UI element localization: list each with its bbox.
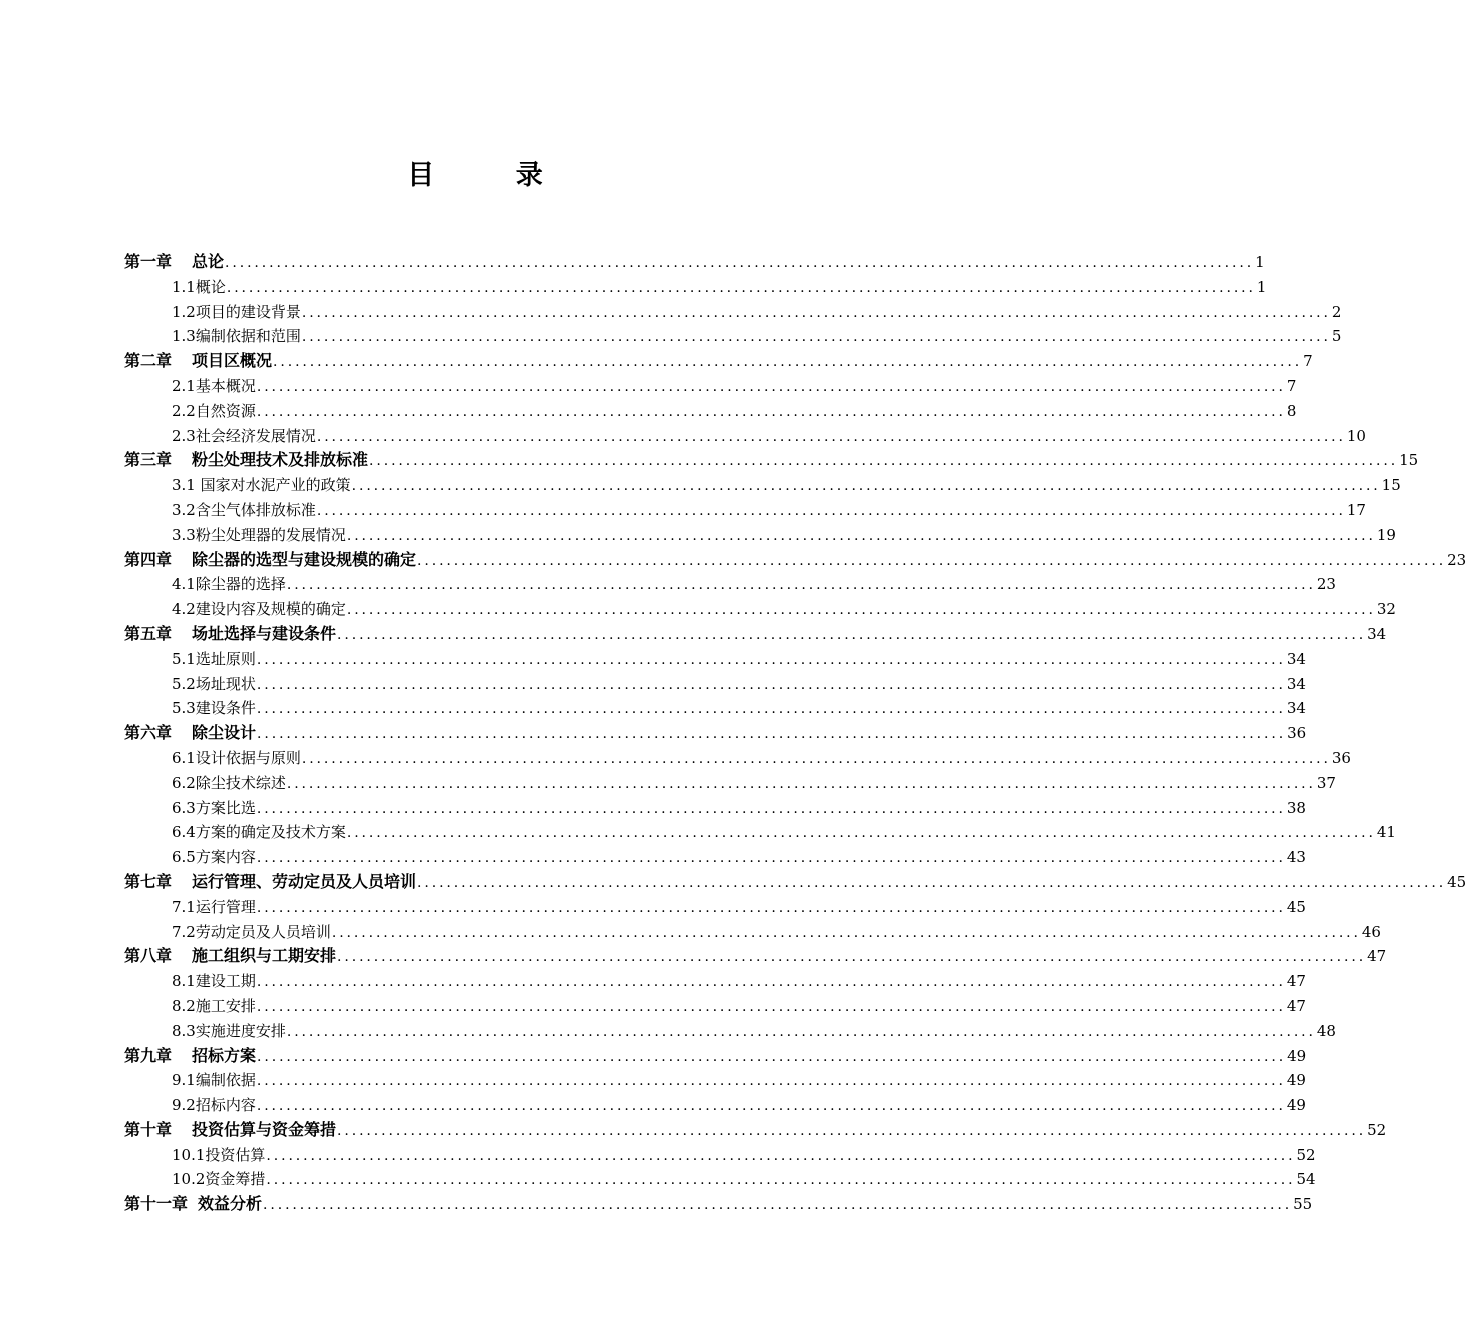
section-title: 9.1编制依据	[172, 1071, 256, 1090]
toc-section-entry[interactable]	[124, 399, 1297, 424]
chapter-title: 总论	[192, 252, 225, 271]
chapter-number: 第三章	[124, 450, 173, 470]
toc-page-number: 2	[1331, 302, 1342, 321]
toc-title: 目 录	[407, 160, 579, 191]
toc-page-number: 45	[1286, 897, 1306, 916]
toc-page-number: 5	[1331, 327, 1342, 346]
toc-entry-label	[172, 597, 346, 622]
section-title: 2.2自然资源	[172, 401, 256, 420]
toc-entry-label	[172, 399, 256, 424]
chapter-number: 第八章	[124, 946, 173, 966]
toc-entry-label	[172, 672, 256, 697]
toc-section-entry[interactable]	[124, 498, 1366, 523]
dot-leader: ............................................................................................................................................	[316, 502, 1346, 519]
toc-entry-label	[124, 448, 368, 473]
dot-leader: ............................................................................................................................................	[256, 850, 1286, 867]
chapter-number: 第五章	[124, 623, 173, 643]
section-title: 4.2建设内容及规模的确定	[172, 600, 346, 619]
section-title: 9.2招标内容	[172, 1096, 256, 1115]
toc-entry-label	[124, 349, 272, 374]
toc-entry-label	[124, 1044, 256, 1069]
toc-section-entry[interactable]	[124, 1093, 1306, 1118]
toc-section-entry[interactable]	[124, 696, 1306, 721]
toc-page-number: 36	[1287, 724, 1307, 743]
toc-section-entry[interactable]	[124, 672, 1306, 697]
toc-page-number: 45	[1447, 872, 1466, 891]
toc-page-number: 47	[1286, 972, 1306, 991]
toc-entry-label	[172, 647, 256, 672]
toc-entry-label	[172, 324, 301, 349]
toc-section-entry[interactable]	[124, 820, 1396, 845]
toc-page-number: 19	[1376, 525, 1396, 544]
toc-entry-label	[172, 1019, 286, 1044]
dot-leader: ............................................................................................................................................	[346, 527, 1376, 544]
toc-entry-label	[172, 1093, 256, 1118]
toc-section-entry[interactable]	[124, 969, 1306, 994]
dot-leader: ............................................................................................................................................	[286, 1023, 1316, 1040]
toc-page-number: 34	[1286, 674, 1306, 693]
toc-entry-label	[124, 250, 224, 275]
toc-page-number: 49	[1286, 1096, 1306, 1115]
toc-entry-label	[172, 498, 316, 523]
toc-chapter-entry[interactable]	[124, 548, 1466, 573]
toc-page-number: 52	[1367, 1120, 1387, 1139]
dot-leader: ............................................................................................................................................	[286, 577, 1316, 594]
dot-leader: ............................................................................................................................................	[346, 602, 1376, 619]
dot-leader: ............................................................................................................................................	[337, 949, 1367, 966]
section-title: 2.1基本概况	[172, 376, 256, 395]
dot-leader: ............................................................................................................................................	[256, 403, 1286, 420]
dot-leader: ............................................................................................................................................	[301, 304, 1331, 321]
toc-entry-label	[172, 771, 286, 796]
toc-section-entry[interactable]	[124, 746, 1351, 771]
toc-entry-label	[172, 994, 256, 1019]
toc-page-number: 48	[1316, 1021, 1336, 1040]
toc-chapter-entry[interactable]	[124, 870, 1466, 895]
dot-leader: ............................................................................................................................................	[266, 1172, 1296, 1189]
toc-section-entry[interactable]	[124, 994, 1306, 1019]
toc-section-entry[interactable]	[124, 424, 1366, 449]
section-title: 5.3建设条件	[172, 699, 256, 718]
toc-page-number: 34	[1286, 699, 1306, 718]
chapter-number: 第十章	[124, 1119, 173, 1139]
chapter-title: 投资估算与资金筹措	[192, 1119, 337, 1139]
section-title: 3.2含尘气体排放标准	[172, 500, 316, 519]
dot-leader: ............................................................................................................................................	[256, 676, 1286, 693]
toc-entry-label	[172, 895, 256, 920]
section-title: 8.1建设工期	[172, 972, 256, 991]
dot-leader: ............................................................................................................................................	[256, 800, 1286, 817]
toc-section-entry[interactable]	[124, 300, 1342, 325]
section-title: 7.2劳动定员及人员培训	[172, 922, 331, 941]
toc-chapter-entry[interactable]	[124, 349, 1313, 374]
dot-leader: ............................................................................................................................................	[256, 651, 1286, 668]
toc-page-number: 52	[1296, 1145, 1316, 1164]
toc-entry-label	[172, 845, 256, 870]
toc-entry-label	[172, 746, 301, 771]
toc-entry-label	[172, 696, 256, 721]
toc-page-number: 55	[1293, 1195, 1313, 1214]
toc-section-entry[interactable]	[124, 473, 1401, 498]
toc-entry-label	[172, 473, 351, 498]
toc-page-number: 15	[1381, 476, 1401, 495]
toc-page-number: 54	[1296, 1170, 1316, 1189]
chapter-title: 粉尘处理技术及排放标准	[192, 450, 369, 470]
section-title: 8.2施工安排	[172, 996, 256, 1015]
toc-chapter-entry[interactable]	[124, 622, 1387, 647]
toc-entry-label	[172, 300, 301, 325]
toc-chapter-entry[interactable]	[124, 1192, 1313, 1217]
toc-page-number: 7	[1303, 352, 1313, 371]
section-title: 2.3社会经济发展情况	[172, 426, 316, 445]
toc-page-number: 1	[1256, 277, 1267, 296]
toc-entry-label	[124, 622, 336, 647]
toc-section-entry[interactable]	[124, 597, 1396, 622]
toc-page-number: 49	[1287, 1046, 1307, 1065]
dot-leader: ............................................................................................................................................	[337, 1122, 1367, 1139]
dot-leader: ............................................................................................................................................	[263, 1197, 1293, 1214]
toc-entry-label	[124, 870, 416, 895]
dot-leader: ............................................................................................................................................	[226, 279, 1256, 296]
chapter-title: 施工组织与工期安排	[192, 946, 337, 966]
dot-leader: ............................................................................................................................................	[256, 701, 1286, 718]
toc-entry-label	[172, 424, 316, 449]
dot-leader: ............................................................................................................................................	[257, 726, 1287, 743]
section-title: 6.3方案比选	[172, 798, 256, 817]
toc-page-number: 47	[1286, 996, 1306, 1015]
toc-section-entry[interactable]	[124, 895, 1306, 920]
toc-section-entry[interactable]	[124, 324, 1342, 349]
section-title: 6.4方案的确定及技术方案	[172, 823, 346, 842]
toc-entry-label	[124, 548, 416, 573]
toc-chapter-entry[interactable]	[124, 448, 1419, 473]
dot-leader: ............................................................................................................................................	[301, 750, 1331, 767]
dot-leader: ............................................................................................................................................	[369, 453, 1399, 470]
dot-leader: ............................................................................................................................................	[225, 255, 1255, 271]
toc-page-number: 32	[1376, 600, 1396, 619]
chapter-title: 运行管理、劳动定员及人员培训	[192, 871, 417, 891]
toc-section-entry[interactable]	[124, 374, 1297, 399]
dot-leader: ............................................................................................................................................	[301, 329, 1331, 346]
dot-leader: ............................................................................................................................................	[316, 428, 1346, 445]
toc-entry-label	[172, 1068, 256, 1093]
toc-list	[124, 250, 1466, 1217]
chapter-title: 除尘设计	[192, 723, 257, 743]
dot-leader: ............................................................................................................................................	[337, 626, 1367, 643]
toc-entry-label	[172, 820, 346, 845]
toc-section-entry[interactable]	[124, 1019, 1336, 1044]
section-title: 1.1概论	[172, 277, 226, 296]
chapter-title: 场址选择与建设条件	[192, 623, 337, 643]
toc-entry-label	[172, 572, 286, 597]
dot-leader: ............................................................................................................................................	[257, 1048, 1287, 1065]
section-title: 8.3实施进度安排	[172, 1021, 286, 1040]
section-title: 6.1设计依据与原则	[172, 748, 301, 767]
section-title: 3.1 国家对水泥产业的政策	[172, 476, 351, 495]
toc-page-number: 38	[1286, 798, 1306, 817]
toc-page-number: 10	[1346, 426, 1366, 445]
toc-section-entry[interactable]	[124, 1068, 1306, 1093]
toc-page-number: 7	[1286, 376, 1297, 395]
dot-leader: ............................................................................................................................................	[256, 1073, 1286, 1090]
toc-chapter-entry[interactable]	[124, 250, 1265, 275]
section-title: 1.2项目的建设背景	[172, 302, 301, 321]
chapter-number: 第四章	[124, 549, 173, 569]
section-title: 10.1投资估算	[172, 1145, 266, 1164]
toc-entry-label	[124, 721, 256, 746]
toc-page-number: 15	[1399, 451, 1419, 470]
dot-leader: ............................................................................................................................................	[346, 825, 1376, 842]
chapter-number: 第一章	[124, 252, 173, 271]
toc-page-number: 34	[1367, 624, 1387, 643]
toc-section-entry[interactable]	[124, 1143, 1316, 1168]
toc-section-entry[interactable]	[124, 572, 1336, 597]
toc-page-number: 17	[1346, 500, 1366, 519]
section-title: 4.1除尘器的选择	[172, 575, 286, 594]
toc-section-entry[interactable]	[124, 796, 1306, 821]
dot-leader: ............................................................................................................................................	[273, 354, 1303, 371]
toc-section-entry[interactable]	[124, 845, 1306, 870]
toc-page-number: 41	[1376, 823, 1396, 842]
dot-leader: ............................................................................................................................................	[266, 1147, 1296, 1164]
chapter-number: 第七章	[124, 871, 173, 891]
section-title: 3.3粉尘处理器的发展情况	[172, 525, 346, 544]
toc-entry-label	[172, 796, 256, 821]
toc-page-number: 23	[1447, 550, 1466, 569]
chapter-number: 第九章	[124, 1045, 173, 1065]
toc-section-entry[interactable]	[124, 1167, 1316, 1192]
section-title: 6.2除尘技术综述	[172, 773, 286, 792]
toc-entry-label	[124, 944, 336, 969]
section-title: 6.5方案内容	[172, 848, 256, 867]
toc-entry-label	[172, 920, 331, 945]
toc-section-entry[interactable]	[124, 771, 1336, 796]
section-title: 10.2资金筹措	[172, 1170, 266, 1189]
section-title: 7.1运行管理	[172, 897, 256, 916]
toc-page-number: 43	[1286, 848, 1306, 867]
toc-section-entry[interactable]	[124, 523, 1396, 548]
dot-leader: ............................................................................................................................................	[256, 378, 1286, 395]
toc-page-number: 46	[1361, 922, 1381, 941]
toc-entry-label	[172, 1143, 265, 1168]
toc-page-number: 47	[1367, 947, 1387, 966]
dot-leader: ............................................................................................................................................	[286, 775, 1316, 792]
toc-entry-label	[172, 275, 226, 300]
toc-entry-label	[172, 1167, 265, 1192]
dot-leader: ............................................................................................................................................	[256, 899, 1286, 916]
toc-entry-label	[124, 1118, 336, 1143]
toc-page-number: 1	[1255, 253, 1265, 271]
section-title: 1.3编制依据和范围	[172, 327, 301, 346]
toc-section-entry[interactable]	[124, 275, 1267, 300]
toc-section-entry[interactable]	[124, 920, 1381, 945]
toc-chapter-entry[interactable]	[124, 1118, 1387, 1143]
toc-chapter-entry[interactable]	[124, 721, 1307, 746]
toc-page-number: 34	[1286, 649, 1306, 668]
dot-leader: ............................................................................................................................................	[417, 552, 1447, 569]
toc-chapter-entry[interactable]	[124, 1044, 1307, 1069]
toc-entry-label	[124, 1192, 262, 1217]
toc-entry-label	[172, 523, 346, 548]
chapter-title: 项目区概况	[192, 351, 273, 371]
section-title: 5.1选址原则	[172, 649, 256, 668]
chapter-number: 第六章	[124, 723, 173, 743]
chapter-title: 效益分析	[198, 1194, 263, 1214]
toc-page-number: 23	[1316, 575, 1336, 594]
dot-leader: ............................................................................................................................................	[331, 924, 1361, 941]
toc-page-number: 8	[1286, 401, 1297, 420]
toc-section-entry[interactable]	[124, 647, 1306, 672]
dot-leader: ............................................................................................................................................	[417, 874, 1447, 891]
toc-entry-label	[172, 374, 256, 399]
dot-leader: ............................................................................................................................................	[256, 1098, 1286, 1115]
toc-page-number: 49	[1286, 1071, 1306, 1090]
chapter-number: 第二章	[124, 351, 173, 371]
chapter-title: 除尘器的选型与建设规模的确定	[192, 549, 417, 569]
section-title: 5.2场址现状	[172, 674, 256, 693]
chapter-number: 第十一章	[124, 1194, 189, 1214]
toc-page-number: 37	[1316, 773, 1336, 792]
toc-chapter-entry[interactable]	[124, 944, 1387, 969]
toc-page-number: 36	[1331, 748, 1351, 767]
chapter-title: 招标方案	[192, 1045, 257, 1065]
toc-entry-label	[172, 969, 256, 994]
dot-leader: ............................................................................................................................................	[351, 478, 1381, 495]
dot-leader: ............................................................................................................................................	[256, 974, 1286, 991]
dot-leader: ............................................................................................................................................	[256, 998, 1286, 1015]
